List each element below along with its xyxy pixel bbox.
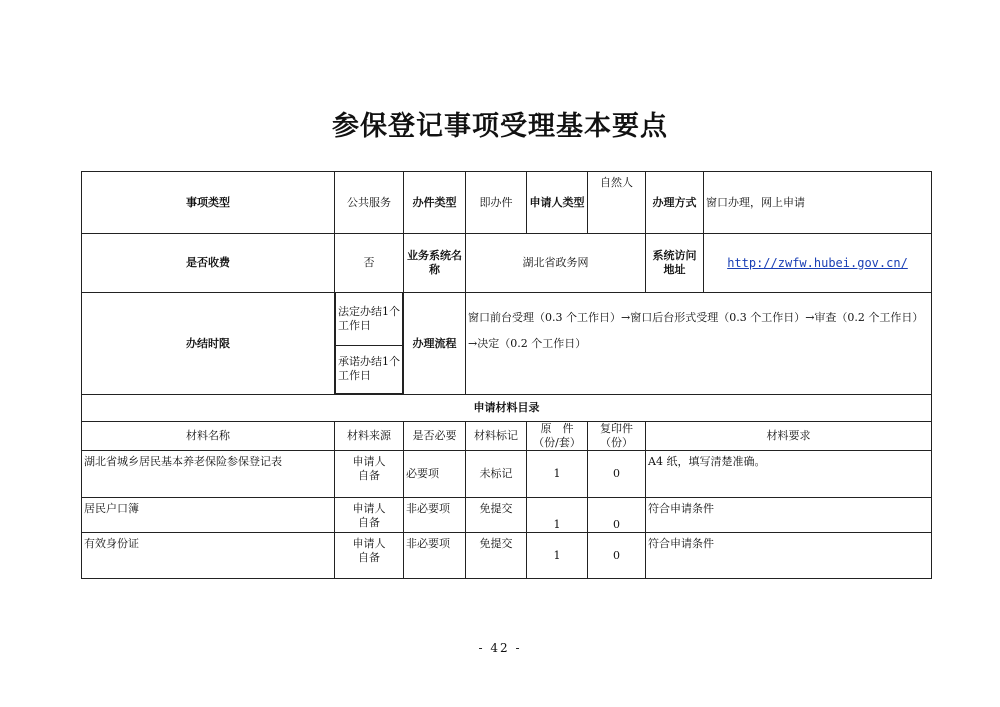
table-row (82, 533, 932, 579)
header-copy: 复印件 （份） (588, 422, 646, 451)
applicant-type-value: 自然人 (588, 172, 646, 234)
handle-type-value: 即办件 (466, 172, 527, 234)
system-url-link[interactable]: http://zwfw.hubei.gov.cn/ (727, 255, 908, 270)
table-row (82, 451, 932, 498)
handle-type-label: 办件类型 (404, 172, 466, 234)
material-mark: 免提交 (466, 533, 527, 579)
row-fee (82, 234, 932, 293)
row-materials-title (82, 395, 932, 422)
material-original: 1 (527, 498, 588, 533)
header-original: 原 件 （份/套） (527, 422, 588, 451)
applicant-type-label: 申请人类型 (527, 172, 588, 234)
material-name: 湖北省城乡居民基本养老保险参保登记表 (82, 451, 335, 498)
header-requirement: 材料要求 (646, 422, 932, 451)
system-name-value: 湖北省政务网 (466, 234, 646, 293)
fee-label: 是否收费 (82, 234, 335, 293)
legal-limit: 法定办结1个工作日 (336, 293, 403, 345)
material-name: 居民户口簿 (82, 498, 335, 533)
material-copy: 0 (588, 498, 646, 533)
material-mark: 免提交 (466, 498, 527, 533)
material-copy: 0 (588, 533, 646, 579)
material-required: 非必要项 (404, 533, 466, 579)
promise-limit: 承诺办结1个工作日 (336, 345, 403, 393)
material-original: 1 (527, 451, 588, 498)
handle-method-label: 办理方式 (646, 172, 704, 234)
page-number: - 42 - (478, 641, 522, 655)
material-requirement: A4 纸，填写清楚准确。 (646, 451, 932, 498)
handle-method-value: 窗口办理，网上申请 (704, 172, 932, 234)
row-item-type (82, 172, 932, 234)
system-name-label: 业务系统名称 (404, 234, 466, 293)
material-original: 1 (527, 533, 588, 579)
materials-header-row (82, 422, 932, 451)
process-value: 窗口前台受理（0.3 个工作日）→窗口后台形式受理（0.3 个工作日）→审查（0.2 个工作日）→决定（0.2 个工作日） (466, 293, 932, 395)
header-name: 材料名称 (82, 422, 335, 451)
row-time-limit (82, 293, 932, 395)
material-required: 必要项 (404, 451, 466, 498)
system-url-cell (704, 234, 932, 293)
item-type-value: 公共服务 (335, 172, 404, 234)
material-required: 非必要项 (404, 498, 466, 533)
limit-label: 办结时限 (82, 293, 335, 395)
system-url-label: 系统访问地址 (646, 234, 704, 293)
fee-value: 否 (335, 234, 404, 293)
material-requirement: 符合申请条件 (646, 533, 932, 579)
item-type-label: 事项类型 (82, 172, 335, 234)
limit-values (335, 293, 404, 395)
acceptance-table (81, 171, 932, 579)
table-row (82, 498, 932, 533)
material-source: 申请人 自备 (335, 451, 404, 498)
material-requirement: 符合申请条件 (646, 498, 932, 533)
header-source: 材料来源 (335, 422, 404, 451)
material-source: 申请人 自备 (335, 498, 404, 533)
materials-section-title: 申请材料目录 (82, 395, 932, 422)
material-source: 申请人 自备 (335, 533, 404, 579)
material-mark: 未标记 (466, 451, 527, 498)
document-title: 参保登记事项受理基本要点 (332, 111, 668, 142)
process-label: 办理流程 (404, 293, 466, 395)
header-required: 是否必要 (404, 422, 466, 451)
material-copy: 0 (588, 451, 646, 498)
material-name: 有效身份证 (82, 533, 335, 579)
header-mark: 材料标记 (466, 422, 527, 451)
